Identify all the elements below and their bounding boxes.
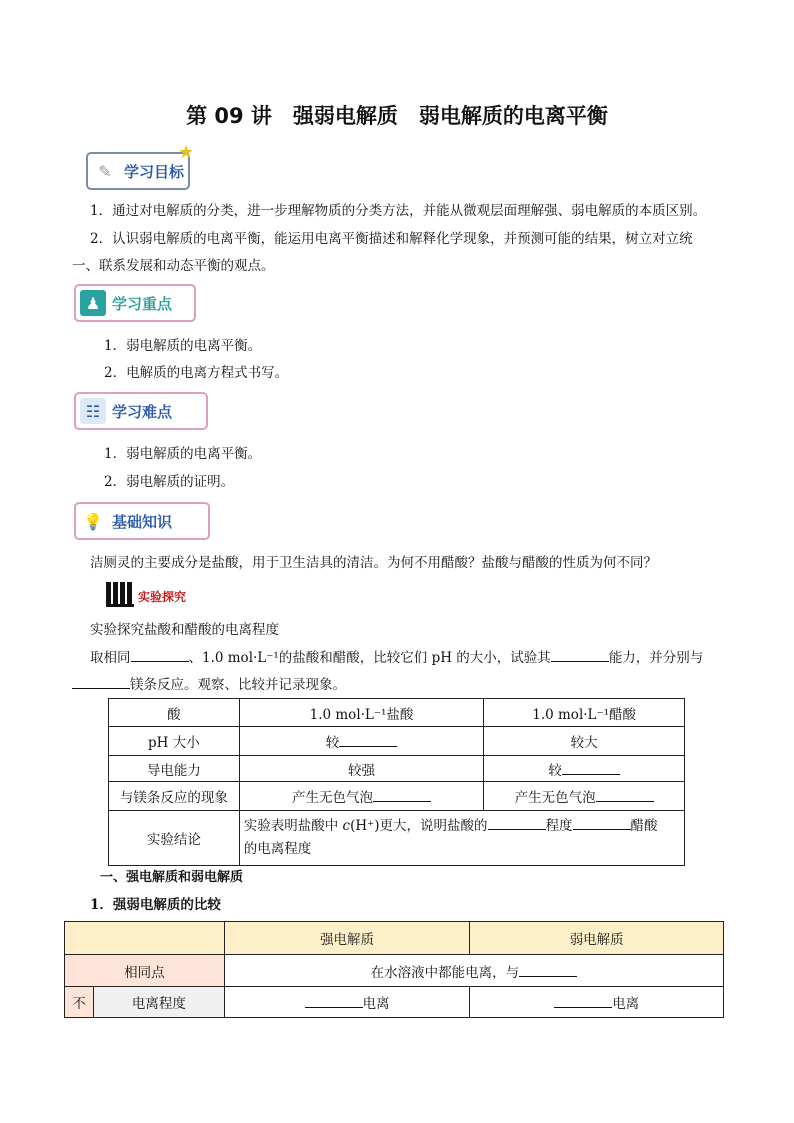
cell (224, 987, 470, 1018)
cell: pH 大小 (109, 727, 240, 756)
comparison-table (64, 921, 724, 1018)
text: 镁条反应。观察、比较并记录现象。 (130, 677, 346, 693)
cell: 较强 (239, 756, 484, 782)
blank (596, 788, 654, 802)
page-title: 第 09 讲 强弱电解质 弱电解质的电离平衡 (186, 104, 608, 128)
difficult-item: 2．弱电解质的证明。 (104, 474, 235, 490)
text: c (342, 818, 351, 834)
section-badge-difficult (74, 392, 208, 430)
teacher-icon: ♟ (80, 290, 106, 316)
text: (H⁺)更大，说明盐酸的 (350, 818, 488, 834)
text: 产生无色气泡 (292, 790, 374, 806)
cell: 电离程度 (93, 987, 224, 1018)
text: 较 (548, 762, 562, 779)
blank (131, 648, 189, 662)
blank (573, 816, 631, 830)
pencil-icon: ✎ (98, 161, 112, 181)
header-cell (65, 922, 225, 955)
subsection-heading: 1．强弱电解质的比较 (90, 897, 221, 913)
cell (239, 727, 484, 756)
badge-label: 学习目标 (124, 162, 185, 181)
text: 的电离程度 (243, 841, 312, 857)
goal-item: 一、联系发展和动态平衡的观点。 (72, 258, 275, 274)
table-header-row (65, 922, 724, 955)
badge-label: 基础知识 (112, 512, 173, 531)
cell: 导电能力 (109, 756, 240, 782)
experiment-text-line1 (90, 646, 703, 666)
text: 在水溶液中都能电离，与 (370, 964, 520, 981)
header-cell: 弱电解质 (470, 922, 724, 955)
blank (562, 761, 620, 775)
blank (305, 994, 363, 1008)
presenter-icon: ☷ (80, 398, 106, 424)
cell (224, 955, 723, 987)
header-cell: 1.0 mol·L⁻¹醋酸 (484, 699, 685, 727)
badge-label: 学习重点 (112, 294, 173, 313)
text: 电离 (362, 996, 390, 1012)
lightbulb-book-icon: 💡 (83, 511, 103, 531)
cell: 相同点 (65, 955, 225, 987)
goal-item: 1．通过对电解质的分类，进一步理解物质的分类方法，并能从微观层面理解强、弱电解质的本质区别。 (90, 203, 707, 219)
blank (554, 994, 612, 1008)
table-row (65, 987, 724, 1018)
text: 电离 (612, 996, 640, 1012)
section-badge-goals (86, 152, 190, 190)
text: 取相同 (90, 650, 131, 666)
key-item: 1．弱电解质的电离平衡。 (104, 338, 262, 354)
key-item: 2．电解质的电离方程式书写。 (104, 365, 289, 381)
cell: 实验结论 (109, 811, 240, 866)
text: 较 (325, 735, 340, 751)
section-badge-basics (74, 502, 210, 540)
text: 实验表明盐酸中 (243, 818, 343, 834)
cell: 较大 (484, 727, 685, 756)
cell (484, 782, 685, 811)
text: 产生无色气泡 (514, 790, 596, 806)
header-cell: 1.0 mol·L⁻¹盐酸 (239, 699, 484, 727)
blank (551, 648, 609, 662)
cell (470, 987, 724, 1018)
experiment-title: 实验探究盐酸和醋酸的电离程度 (90, 622, 279, 638)
badge-label: 学习难点 (112, 402, 173, 421)
blank (72, 675, 130, 689)
experiment-label: 实验探究 (138, 590, 187, 604)
header-cell: 酸 (109, 699, 240, 727)
text: 能力，并分别与 (608, 650, 704, 666)
experiment-table (108, 698, 685, 866)
table-row (65, 955, 724, 987)
table-row (109, 811, 685, 866)
header-cell: 强电解质 (224, 922, 470, 955)
goal-item: 2．认识弱电解质的电离平衡，能运用电离平衡描述和解释化学现象，并预测可能的结果，树立对立统 (90, 231, 693, 247)
text: 、1.0 mol·L⁻¹的盐酸和醋酸，比较它们 pH 的大小，试验其 (188, 650, 551, 666)
blank (488, 816, 546, 830)
section-heading: 一、强电解质和弱电解质 (100, 870, 244, 885)
conclusion-cell (239, 811, 684, 866)
text: 程度 (545, 818, 573, 834)
cell (239, 782, 484, 811)
blank (339, 733, 397, 747)
section-badge-key (74, 284, 196, 322)
test-tubes-icon (106, 582, 134, 607)
cell: 与镁条反应的现象 (109, 782, 240, 811)
experiment-text-line2 (72, 673, 346, 693)
star-icon: ★ (178, 142, 195, 163)
cell: 不 (65, 987, 94, 1018)
cell (484, 756, 685, 782)
table-row (109, 727, 685, 756)
table-row (109, 756, 685, 782)
text: 醋酸 (630, 818, 658, 834)
table-row (109, 782, 685, 811)
difficult-item: 1．弱电解质的电离平衡。 (104, 446, 262, 462)
blank (373, 788, 431, 802)
blank (519, 963, 577, 977)
intro-text: 洁厕灵的主要成分是盐酸，用于卫生洁具的清洁。为何不用醋酸？盐酸与醋酸的性质为何不同？ (90, 555, 657, 571)
